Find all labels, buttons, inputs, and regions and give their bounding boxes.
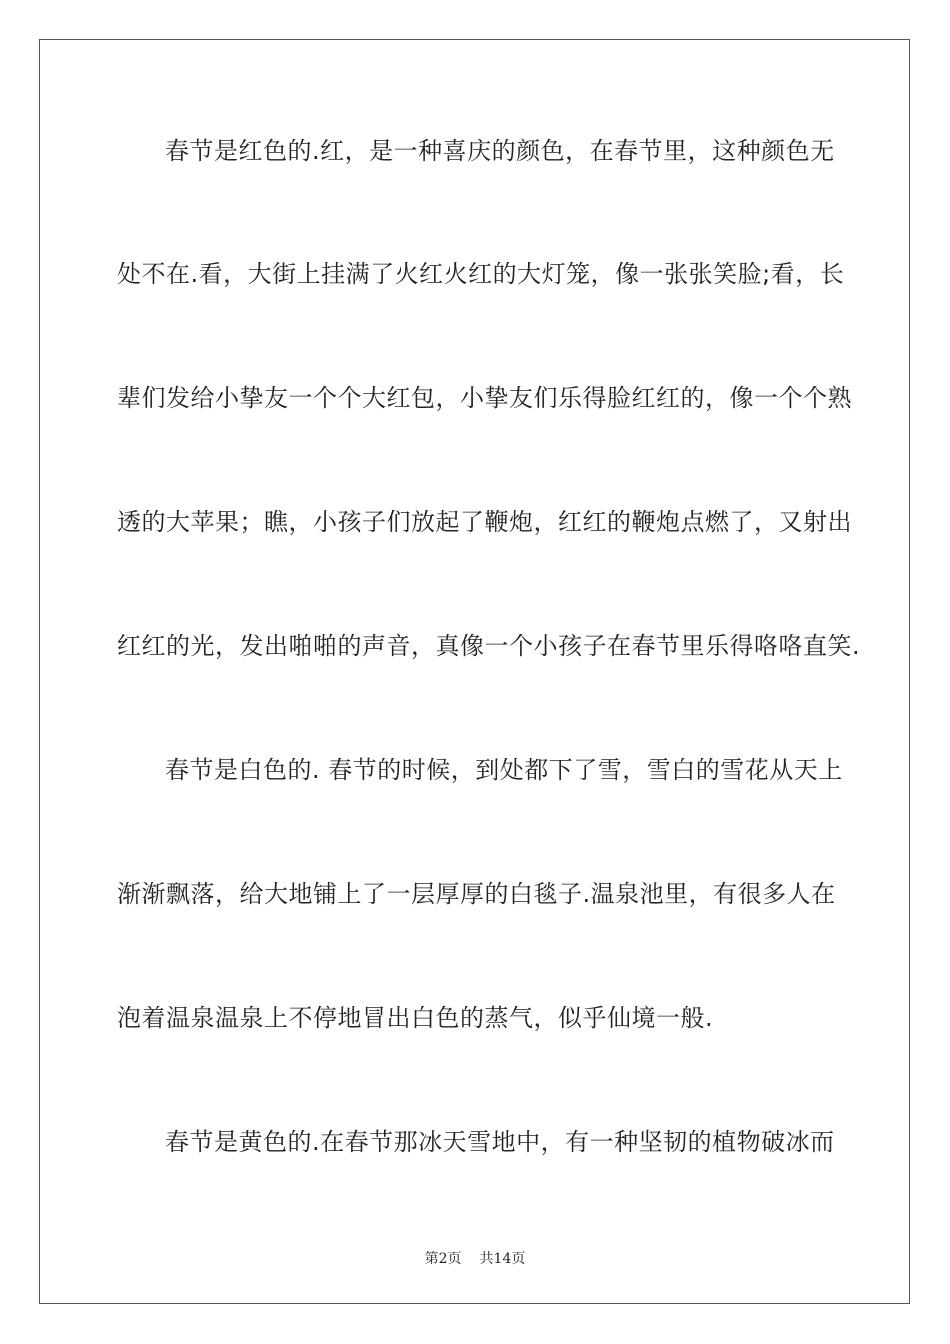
paragraph-line: 辈们发给小挚友一个个大红包，小挚友们乐得脸红红的，像一个个熟 <box>117 384 852 412</box>
paragraph-line: 处不在.看，大街上挂满了火红火红的大灯笼，像一张张笑脸;看，长 <box>117 260 845 288</box>
page-footer <box>0 1248 950 1268</box>
paragraph-line: 透的大苹果；瞧，小孩子们放起了鞭炮，红红的鞭炮点燃了，又射出 <box>117 508 852 536</box>
paragraph-line: 泡着温泉温泉上不停地冒出白色的蒸气，似乎仙境一般. <box>117 1004 714 1032</box>
page-border <box>39 39 910 1304</box>
paragraph-line: 春节是红色的.红，是一种喜庆的颜色，在春节里，这种颜色无 <box>165 137 835 165</box>
paragraph-line: 渐渐飘落，给大地铺上了一层厚厚的白毯子.温泉池里，有很多人在 <box>117 880 836 908</box>
paragraph-line: 春节是白色的. 春节的时候，到处都下了雪，雪白的雪花从天上 <box>165 756 843 784</box>
paragraph-line: 春节是黄色的.在春节那冰天雪地中，有一种坚韧的植物破冰而 <box>165 1128 835 1156</box>
page-total: 共14页 <box>479 1251 526 1267</box>
paragraph-line: 红红的光，发出啪啪的声音，真像一个小孩子在春节里乐得咯咯直笑. <box>117 632 861 660</box>
page-number: 第2页 <box>424 1251 462 1267</box>
